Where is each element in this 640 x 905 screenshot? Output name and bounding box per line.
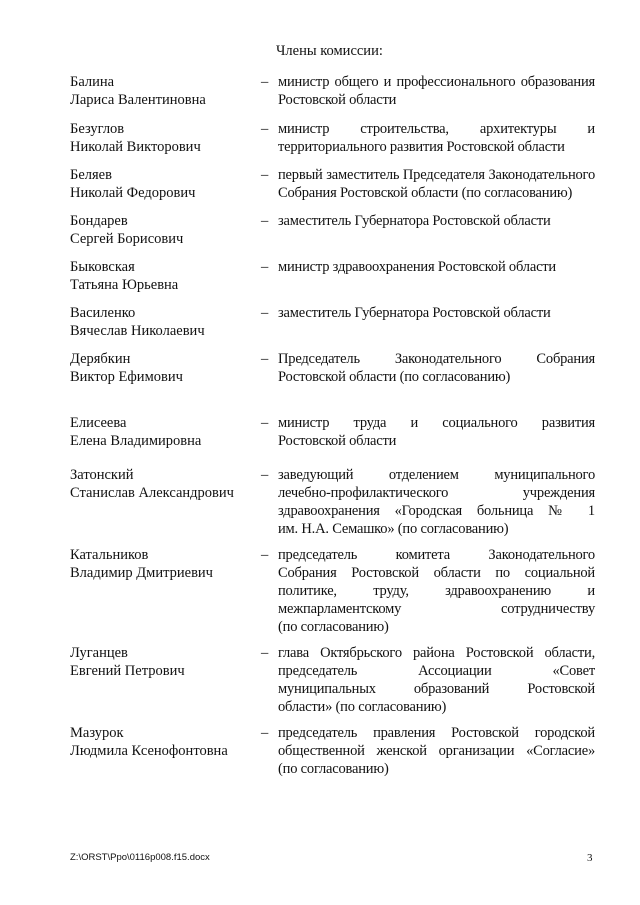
member-position-line: (по согласованию) (278, 761, 389, 777)
member-position-line: Собрания Ростовской области (по согласованию) (278, 185, 573, 201)
member-position-line: первый заместитель Председателя Законодательного (278, 167, 595, 183)
member-surname: Луганцев (70, 645, 128, 661)
member-name (70, 724, 260, 760)
member-dash: – (261, 351, 269, 367)
member-position-line: им. Н.А. Семашко» (по согласованию) (278, 521, 509, 537)
member-dash: – (261, 167, 269, 183)
member-dash: – (261, 547, 269, 563)
member-position (278, 73, 595, 109)
member-position-line: муниципальных образований Ростовской (278, 681, 595, 697)
member-position (278, 258, 595, 276)
member-surname: Бондарев (70, 213, 128, 229)
member-position-line: министр общего и профессионального образования (278, 74, 595, 90)
member-position-line: Председатель Законодательного Собрания (278, 351, 595, 367)
member-surname: Елисеева (70, 415, 127, 431)
member-position-line: председатель Ассоциации «Совет (278, 663, 595, 679)
member-given-names: Лариса Валентиновна (70, 92, 206, 108)
member-given-names: Владимир Дмитриевич (70, 565, 213, 581)
member-dash: – (261, 74, 269, 90)
member-dash: – (261, 645, 269, 661)
member-given-names: Татьяна Юрьевна (70, 277, 179, 293)
member-position-line: здравоохранения «Городская больница № 1 (278, 503, 595, 519)
member-position-line: общественной женской организации «Согласие» (278, 743, 595, 759)
page-number: 3 (587, 852, 593, 864)
member-name (70, 73, 260, 109)
member-surname: Балина (70, 74, 115, 90)
member-position-line: политике, труду, здравоохранению и (278, 583, 595, 599)
member-given-names: Елена Владимировна (70, 433, 202, 449)
member-position-line: министр здравоохранения Ростовской области (278, 259, 556, 275)
member-surname: Мазурок (70, 725, 124, 741)
member-name (70, 644, 260, 680)
member-dash: – (261, 305, 269, 321)
member-position-line: межпарламентскому сотрудничеству (278, 601, 595, 617)
member-given-names: Евгений Петрович (70, 663, 185, 679)
member-given-names: Сергей Борисович (70, 231, 184, 247)
member-name (70, 546, 260, 582)
member-position (278, 120, 595, 156)
member-position (278, 644, 595, 716)
member-given-names: Вячеслав Николаевич (70, 323, 205, 339)
member-name (70, 120, 260, 156)
member-surname: Дерябкин (70, 351, 131, 367)
member-position (278, 166, 595, 202)
member-dash: – (261, 725, 269, 741)
member-position-line: министр строительства, архитектуры и (278, 121, 595, 137)
member-position-line: области» (по согласованию) (278, 699, 447, 715)
member-position-line: (по согласованию) (278, 619, 389, 635)
member-name (70, 258, 260, 294)
member-position (278, 212, 595, 230)
member-name (70, 466, 260, 502)
member-position (278, 546, 595, 636)
member-position (278, 350, 595, 386)
member-position-line: заместитель Губернатора Ростовской области (278, 305, 551, 321)
member-position-line: заведующий отделением муниципального (278, 467, 595, 483)
member-position-line: территориального развития Ростовской области (278, 139, 565, 155)
member-position-line: министр труда и социального развития (278, 415, 595, 431)
member-position-line: Ростовской области (278, 92, 397, 108)
member-position-line: председатель правления Ростовской городской (278, 725, 595, 741)
footer-file-path: Z:\ORST\Ppo\0116p008.f15.docx (70, 852, 210, 863)
member-dash: – (261, 467, 269, 483)
member-position-line: заместитель Губернатора Ростовской области (278, 213, 551, 229)
member-position (278, 724, 595, 778)
member-position-line: лечебно-профилактического учреждения (278, 485, 595, 501)
member-position-line: Ростовской области (по согласованию) (278, 369, 511, 385)
member-position (278, 414, 595, 450)
member-position (278, 304, 595, 322)
member-name (70, 304, 260, 340)
member-dash: – (261, 213, 269, 229)
member-given-names: Николай Федорович (70, 185, 196, 201)
member-position-line: председатель комитета Законодательного (278, 547, 595, 563)
member-given-names: Станислав Александрович (70, 485, 234, 501)
member-position (278, 466, 595, 538)
member-dash: – (261, 121, 269, 137)
member-position-line: глава Октябрьского района Ростовской области, (278, 645, 595, 661)
member-position-line: Собрания Ростовской области по социальной (278, 565, 595, 581)
member-name (70, 350, 260, 386)
member-given-names: Николай Викторович (70, 139, 201, 155)
member-surname: Катальников (70, 547, 149, 563)
member-surname: Быковская (70, 259, 135, 275)
member-name (70, 166, 260, 202)
member-name (70, 414, 260, 450)
member-given-names: Виктор Ефимович (70, 369, 183, 385)
member-surname: Беляев (70, 167, 112, 183)
member-dash: – (261, 415, 269, 431)
member-surname: Безуглов (70, 121, 125, 137)
page-heading: Члены комиссии: (276, 43, 383, 59)
member-given-names: Людмила Ксенофонтовна (70, 743, 228, 759)
member-surname: Затонский (70, 467, 134, 483)
member-surname: Василенко (70, 305, 136, 321)
member-position-line: Ростовской области (278, 433, 397, 449)
member-name (70, 212, 260, 248)
member-dash: – (261, 259, 269, 275)
